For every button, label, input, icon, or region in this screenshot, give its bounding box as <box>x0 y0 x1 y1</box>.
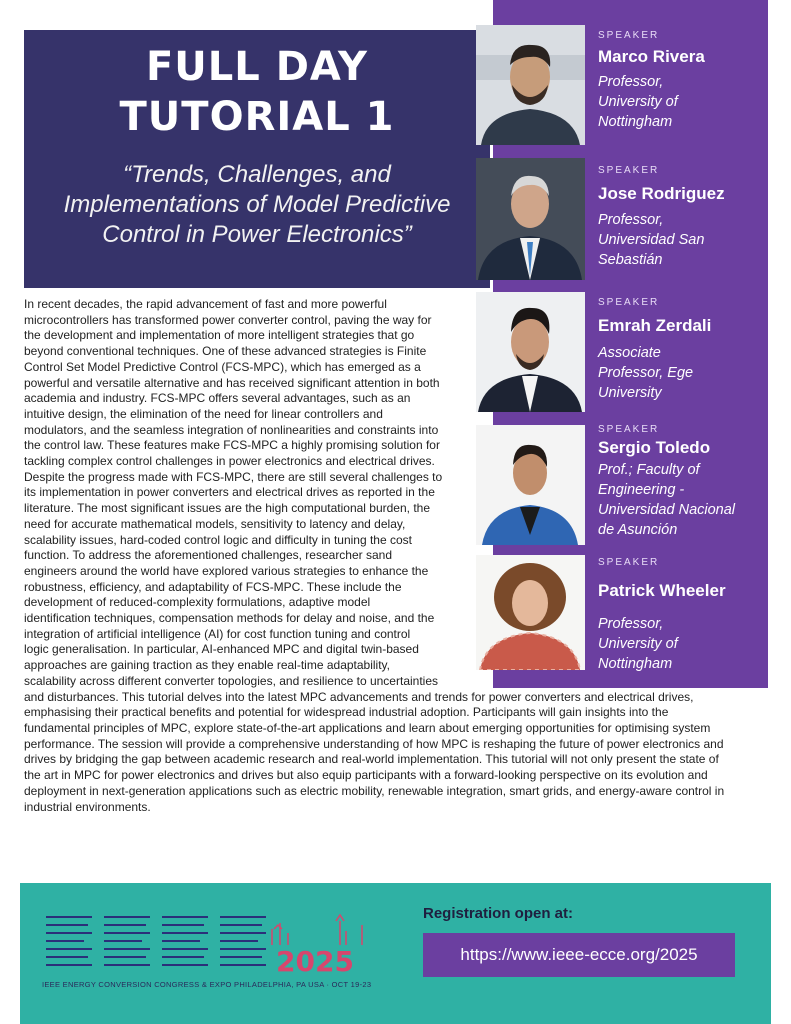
body-line: engineers around the world have explored various strategies to enhance the <box>24 563 429 578</box>
body-line: emphasising their practical benefits and potential for widespread industrial adoption. Participants will gain insights into the <box>24 705 669 720</box>
affiliation-line: Professor, <box>598 212 664 228</box>
affiliation-line: Nottingham <box>598 114 673 130</box>
body-line: its implementation in power converters and electrical drives as reported in the <box>24 485 435 500</box>
speaker-photo-marco-rivera <box>476 25 585 145</box>
affiliation-line: Prof.; Faculty of <box>598 462 700 478</box>
speaker-name: Jose Rodriguez <box>598 184 725 203</box>
affiliation-line: Nottingham <box>598 656 673 672</box>
speaker-name: Sergio Toledo <box>598 438 711 457</box>
body-line: Despite the progress made with FCS-MPC, there are still several challenges to <box>24 469 443 484</box>
registration-link[interactable]: https://www.ieee-ecce.org/2025 <box>423 933 735 977</box>
body-line: drives by bridging the gap between academic research and real-world implementation. This tutorial will not only present the state of <box>24 752 719 767</box>
body-line: tackling complex control challenges in power electronics and electrical drives. <box>24 454 435 469</box>
speaker-tag: SPEAKER <box>598 297 660 308</box>
logo-subtitle: IEEE ENERGY CONVERSION CONGRESS & EXPO PHILADELPHIA, PA USA · OCT 19-23 <box>42 980 372 989</box>
affiliation-line: University of <box>598 94 678 110</box>
body-line: literature. The most significant issues are the high computational burden, the <box>24 501 431 516</box>
body-line: powerful and versatile alternative and has received significant attention in both <box>24 375 440 390</box>
subtitle-line: Control in Power Electronics” <box>102 221 412 248</box>
subtitle-line: “Trends, Challenges, and <box>123 161 391 188</box>
tutorial-description <box>24 297 724 815</box>
speaker-affiliation <box>598 72 766 132</box>
body-line: microcontrollers has transformed power converter control, paving the way for <box>24 312 432 327</box>
title-line: FULL DAY <box>145 44 368 90</box>
affiliation-line: Associate <box>598 345 661 361</box>
affiliation-line: Sebastián <box>598 252 663 268</box>
speaker-tag: SPEAKER <box>598 424 660 435</box>
speaker-affiliation <box>598 210 766 270</box>
body-line: function. To address the aforementioned challenges, researcher sand <box>24 548 393 563</box>
registration-label: Registration open at: <box>423 905 574 922</box>
affiliation-line: Universidad San <box>598 232 705 248</box>
body-line: the control law. These features make FCS-MPC a highly promising solution for <box>24 438 440 453</box>
ecce-logo <box>40 905 380 977</box>
title-line: TUTORIAL 1 <box>119 94 395 140</box>
body-line: scalability across different converter topologies, and resilience to uncertainties <box>24 673 438 688</box>
body-line: the art in MPC for power electronics and drives but also equip participants with a forward-looking perspective on its evolution and <box>24 768 708 783</box>
speaker-photo-jose-rodriguez <box>476 158 585 280</box>
speaker-tag: SPEAKER <box>598 30 660 41</box>
body-line: logic generalisation. In particular, AI-enhanced MPC and digital twin-based <box>24 642 419 657</box>
body-line: deployment in next-generation applications such as electric mobility, renewable integration, smart grids, and energy-aware control in <box>24 783 725 798</box>
speaker-tag: SPEAKER <box>598 165 660 176</box>
body-line: In recent decades, the rapid advancement of fast and more powerful <box>24 297 387 311</box>
body-line: integration of artificial intelligence (AI) for cost function tuning and control <box>24 626 411 641</box>
affiliation-line: de Asunción <box>598 522 678 538</box>
logo-year: 2025 <box>276 945 354 977</box>
speaker-name: Patrick Wheeler <box>598 581 726 600</box>
body-line: performance. The session will provide a comprehensive understanding of how MPC is reshaping the future of power electronics and <box>24 736 724 751</box>
body-line: academia and industry. FCS-MPC offers several advantages, such as an <box>24 391 411 406</box>
body-line: beyond conventional techniques. One of these advanced strategies is Finite <box>24 344 427 359</box>
body-line: the development and implementation of more intelligent strategies that go <box>24 328 415 343</box>
affiliation-line: University of <box>598 636 678 652</box>
affiliation-line: Professor, Ege <box>598 365 694 381</box>
body-line: intuitive design, the elimination of the need for linear controllers and <box>24 406 383 421</box>
speaker-tag: SPEAKER <box>598 557 660 568</box>
title-banner <box>24 30 490 288</box>
speaker-name: Marco Rivera <box>598 47 705 66</box>
affiliation-line: Engineering - <box>598 482 685 498</box>
body-line: identification techniques, compensation methods for delay and noise, and the <box>24 611 435 626</box>
tutorial-subtitle <box>34 160 480 250</box>
body-line: approaches are gaining traction as they enable real-time adaptability, <box>24 658 390 673</box>
body-line: robustness, efficiency, and adaptability of FCS-MPC. These include the <box>24 579 402 594</box>
affiliation-line: Universidad Nacional <box>598 502 736 518</box>
body-line: Control Set Model Predictive Control (FCS-MPC), which has emerged as a <box>24 359 421 374</box>
body-line: and disturbances. This tutorial delves into the latest MPC advancements and trends for power converters and electrical drives, <box>24 689 694 704</box>
subtitle-line: Implementations of Model Predictive <box>63 191 451 218</box>
body-line: industrial environments. <box>24 799 151 814</box>
body-line: scalability issues, hard-coded control logic and difficulty in tuning the cost <box>24 532 412 547</box>
page-title <box>24 42 490 142</box>
body-line: modulators, and the seamless integration of nonlinearities and constraints into <box>24 422 439 437</box>
body-line: development of reduced-complexity formulations, adaptive model <box>24 595 371 610</box>
speaker-name: Emrah Zerdali <box>598 316 712 335</box>
affiliation-line: Professor, <box>598 616 664 632</box>
affiliation-line: Professor, <box>598 74 664 90</box>
footer-banner <box>20 883 771 1024</box>
body-line: fundamental principles of MPC, explore state-of-the-art applications and learn about emerging opportunities for optimising system <box>24 720 711 735</box>
body-line: need for accurate mathematical models, sensitivity to latency and delay, <box>24 516 406 531</box>
affiliation-line: University <box>598 385 662 401</box>
